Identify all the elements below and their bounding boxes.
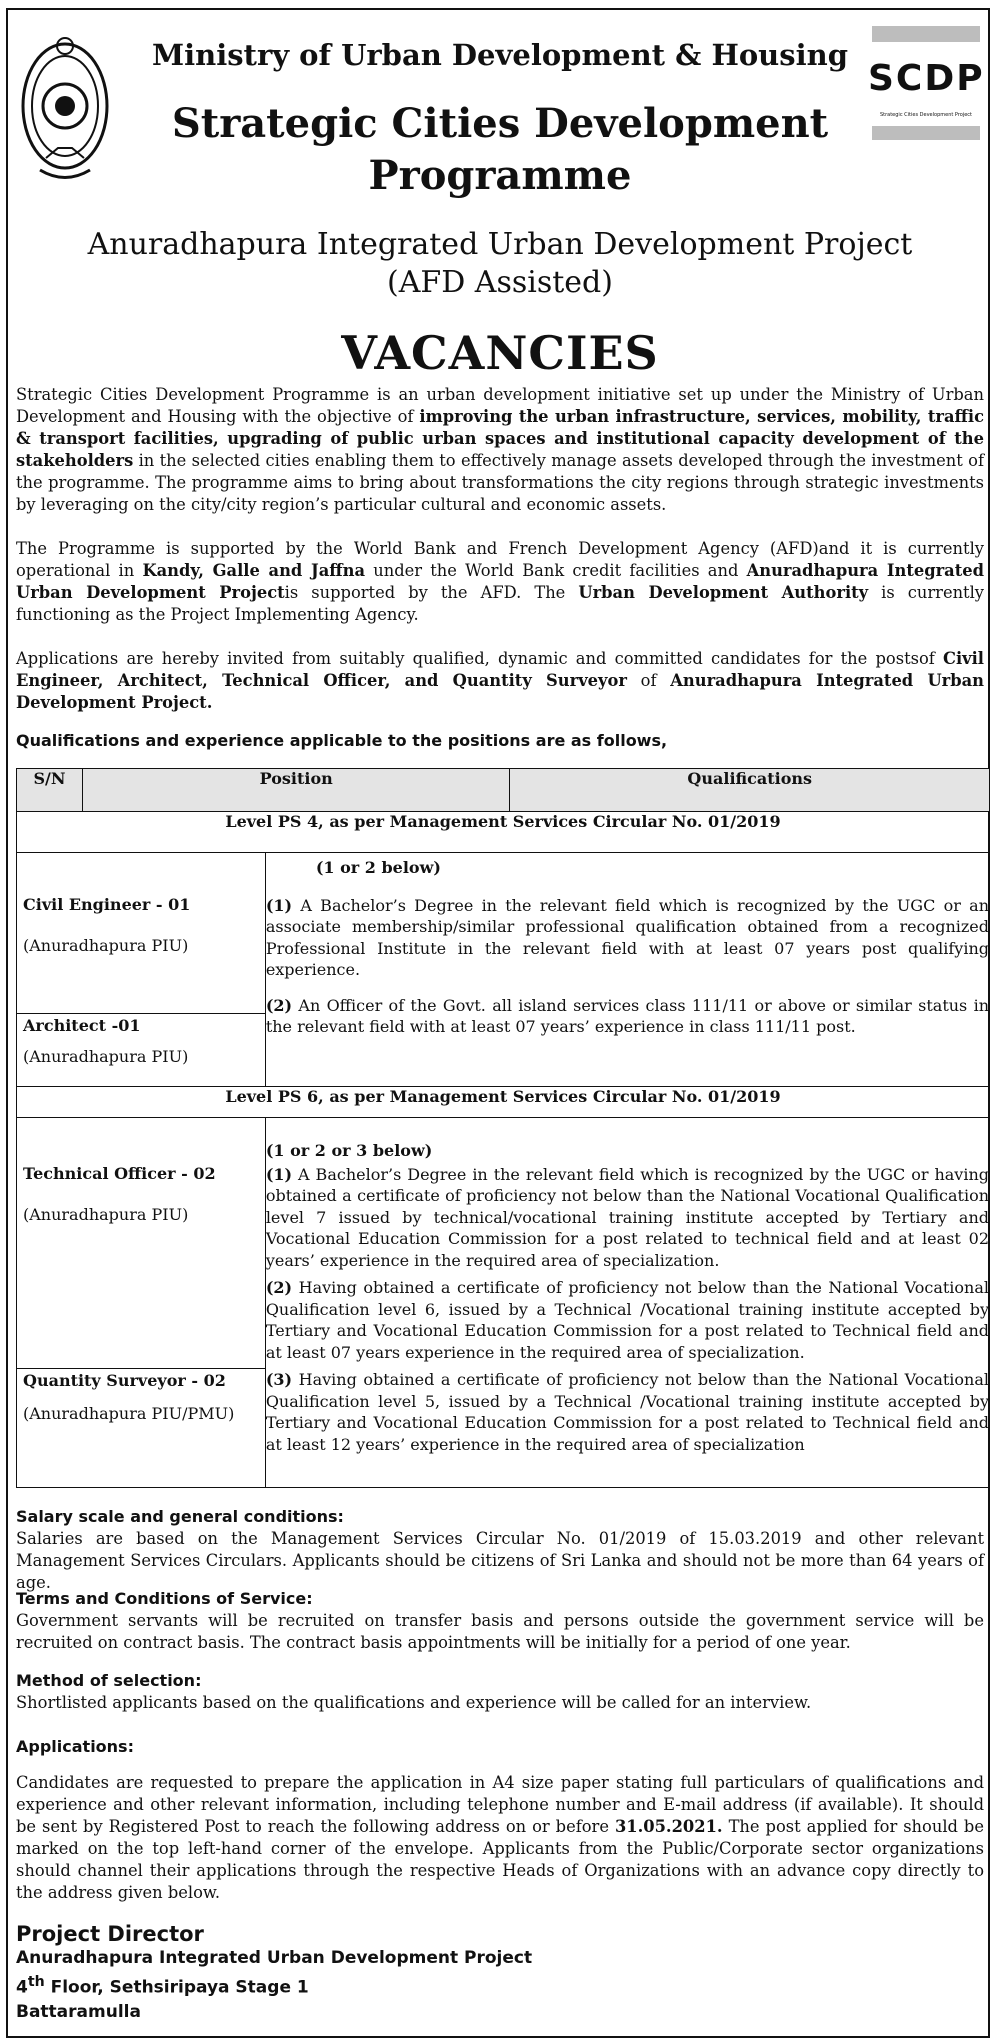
level-label: Level PS 6, as per Management Services Circular No. 01/2019 [17, 1087, 990, 1118]
programme-line2: Programme [368, 152, 632, 199]
item-number: (3) [265, 1370, 293, 1389]
text-span: in the selected cities enabling them to effectively manage assets developed through the investment of the programme. The programme aims to bring about transformations the city regions through strategic investments by leveraging on the city/city region’s particular cultural and economic assets. [16, 451, 984, 514]
applications-text [16, 1772, 984, 1904]
method-section [16, 1670, 984, 1714]
position-title: Civil Engineer - 01 [23, 895, 191, 914]
qualifications-table [16, 768, 990, 1488]
floor-suffix: th [27, 1974, 45, 1990]
address-line2 [16, 1970, 532, 2000]
programme-title [140, 98, 860, 202]
qualification-item [266, 1369, 989, 1455]
text-span: of [626, 671, 671, 690]
qualification-item [266, 1277, 989, 1363]
bold-span: Anuradhapura Integrated Urban Development Project [16, 561, 984, 602]
project-line1: Anuradhapura Integrated Urban Development Project [87, 227, 913, 262]
text-span: is currently functioning as the Project Implementing Agency. [16, 583, 985, 624]
text-span: Strategic Cities Development Programme is an urban development initiative set up under the Ministry of Urban Development and Housing with the objective of [16, 385, 984, 426]
logo-text: SCDP [868, 58, 985, 99]
qualification-heading: (1 or 2 or 3 below) [265, 1141, 433, 1160]
section-title: Terms and Conditions of Service: [16, 1589, 313, 1608]
deadline-date: 31.05.2021. [614, 1817, 723, 1836]
intro-paragraph-2 [16, 538, 984, 626]
logo-subtext: Strategic Cities Development Project [879, 112, 973, 118]
qualification-item [266, 995, 989, 1038]
address-name: Project Director [16, 1922, 204, 1946]
section-text: Salaries are based on the Management Services Circular No. 01/2019 of 15.03.2019 and other relevant Management Services Circulars. Applicants should be citizens of Sri Lanka and should not be more than 64 years of age. [16, 1529, 984, 1592]
item-text: A Bachelor’s Degree in the relevant field which is recognized by the UGC or an associate membership/similar professional qualification obtained from a recognized Professional Institute in the relevant field with at least 07 years post qualifying experience. [265, 895, 989, 979]
item-number: (2) [265, 995, 293, 1015]
position-cell-quantity-surveyor [17, 1369, 266, 1488]
qualification-heading: (1 or 2 below) [315, 858, 441, 877]
text-span: Candidates are requested to prepare the application in A4 size paper stating full particulars of qualifications and experience and other relevant information, including telephone number and E-mail address (if available). It should be sent by Registered Post to reach the following address on or before [16, 1773, 984, 1836]
table-row [17, 1118, 990, 1369]
qualification-item [266, 1164, 989, 1272]
item-text: An Officer of the Govt. all island services class 111/11 or above or similar status in the relevant field with at least 07 years’ experience in class 111/11 post. [265, 995, 989, 1036]
table-header-row [17, 769, 990, 812]
text-span: is supported by the AFD. The [284, 583, 579, 602]
text-span: The post applied for should be marked on the top left-hand corner of the envelope. Applicants from the Public/Corporate sector organizations should channel their applications through the respective Heads of Organizations with an advance copy directly to the address given below. [16, 1817, 984, 1902]
text-span: The Programme is supported by the World Bank and French Development Agency (AFD)and it is currently operational in [16, 539, 984, 580]
bold-span: Urban Development Authority [578, 583, 869, 602]
qualifications-cell-1 [265, 853, 989, 1087]
position-location: (Anuradhapura PIU) [23, 936, 189, 955]
item-text: Having obtained a certificate of proficiency not below than the National Vocational Qualification level 6, issued by a Technical /Vocational training institute accepted by Tertiary and Vocational Education Commission for a post related to Technical field and at least 07 years experience in the required area of specialization. [265, 1278, 989, 1362]
bold-span: Anuradhapura Integrated Urban Development Project. [16, 671, 984, 712]
item-number: (1) [265, 895, 293, 915]
ministry-title: Ministry of Urban Development & Housing [152, 38, 848, 72]
vacancies-heading: VACANCIES [341, 326, 659, 380]
level-row-1 [17, 812, 990, 853]
section-title: Salary scale and general conditions: [16, 1507, 344, 1526]
item-text: Having obtained a certificate of proficiency not below than the National Vocational Qualification level 5, issued by a Technical /Vocational training institute accepted by Tertiary and Vocational Education Commission for a post related to Technical field and at least 12 years’ experience in the required area of specialization [265, 1370, 989, 1454]
sri-lanka-emblem-icon [18, 20, 113, 185]
terms-section [16, 1588, 984, 1654]
position-cell-civil [17, 853, 266, 1014]
address-line1: Anuradhapura Integrated Urban Development Project [16, 1948, 533, 1968]
applications-section [16, 1736, 984, 1758]
bold-span: Kandy, Galle and Jaffna [142, 561, 366, 580]
level-row-2 [17, 1087, 990, 1118]
item-number: (1) [265, 1164, 293, 1184]
scdp-logo [868, 24, 984, 144]
floor-rest: Floor, Sethsiripaya Stage 1 [44, 1977, 309, 1998]
header-position: Position [82, 769, 510, 812]
position-location: (Anuradhapura PIU) [23, 1047, 189, 1066]
intro-paragraph-3 [16, 648, 984, 714]
address-city: Battaramulla [16, 2001, 141, 2022]
qualification-item [266, 895, 989, 981]
salary-section [16, 1506, 984, 1594]
logo-bar-bottom [872, 126, 980, 140]
project-line2: (AFD Assisted) [387, 265, 613, 300]
item-text: A Bachelor’s Degree in the relevant field which is recognized by the UGC or having obtained a certificate of proficiency not below than the National Vocational Qualification level 7 issued by technical/vocational training institute accepted by Tertiary and Vocational Education Commission for a post related to technical field and at least 02 years’ experience in the required area of specialization. [265, 1164, 989, 1270]
table-row [17, 853, 990, 1014]
text-span: Applications are hereby invited from suitably qualified, dynamic and committed candidates for the postsof [16, 649, 944, 668]
programme-line1: Strategic Cities Development [171, 100, 829, 147]
bold-span: Civil Engineer, Architect, Technical Officer, and Quantity Surveyor [16, 649, 984, 690]
floor-number: 4 [16, 1977, 28, 1998]
position-cell-architect [17, 1014, 266, 1087]
position-location: (Anuradhapura PIU/PMU) [23, 1404, 235, 1423]
project-title [40, 226, 960, 302]
section-title: Applications: [16, 1737, 134, 1756]
position-location: (Anuradhapura PIU) [23, 1205, 189, 1224]
qualifications-cell-2 [265, 1118, 989, 1488]
position-cell-technical [17, 1118, 266, 1369]
position-title: Technical Officer - 02 [23, 1164, 216, 1183]
header-sn: S/N [17, 769, 83, 812]
intro-paragraph-4: Qualifications and experience applicable to the positions are as follows, [16, 731, 668, 750]
text-span: under the World Bank credit facilities and [365, 561, 747, 580]
address-block [16, 1922, 532, 2024]
intro-paragraph-1 [16, 384, 984, 516]
bold-span: improving the urban infrastructure, services, mobility, traffic & transport facilities, upgrading of public urban spaces and institutional capacity development of the stakeholders [16, 407, 984, 470]
section-title: Method of selection: [16, 1671, 202, 1690]
position-title: Quantity Surveyor - 02 [23, 1371, 226, 1390]
section-text: Government servants will be recruited on transfer basis and persons outside the government service will be recruited on contract basis. The contract basis appointments will be initially for a period of one year. [16, 1611, 984, 1652]
header-qualifications: Qualifications [510, 769, 990, 812]
position-title: Architect -01 [23, 1016, 141, 1035]
level-label: Level PS 4, as per Management Services Circular No. 01/2019 [17, 812, 990, 853]
section-text: Shortlisted applicants based on the qualifications and experience will be called for an interview. [16, 1693, 812, 1712]
logo-bar-top [872, 26, 980, 42]
item-number: (2) [265, 1278, 293, 1297]
